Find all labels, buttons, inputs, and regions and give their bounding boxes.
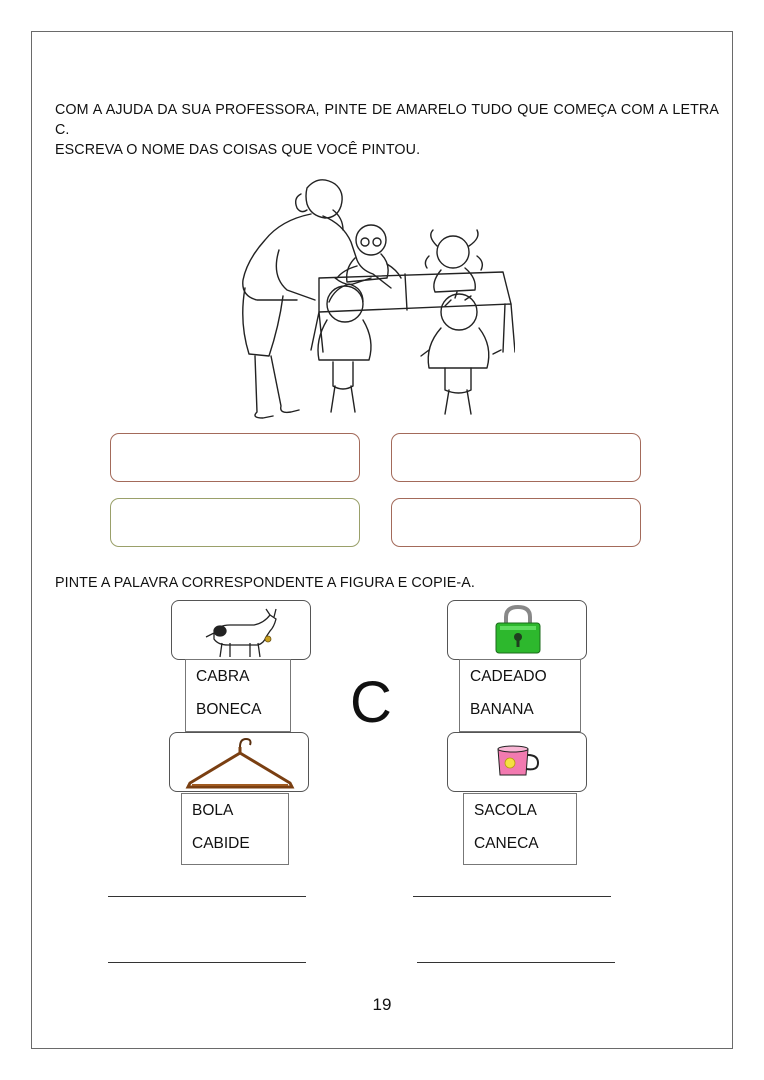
word-option[interactable]: BONECA — [196, 701, 262, 718]
word-option[interactable]: CANECA — [474, 835, 539, 852]
hanger-card — [169, 732, 309, 792]
word-box-goat — [185, 659, 291, 732]
table-figure — [311, 272, 515, 352]
word-option[interactable]: SACOLA — [474, 802, 537, 819]
word-option[interactable]: CABRA — [196, 668, 250, 685]
word-option[interactable]: CADEADO — [470, 668, 547, 685]
goat-icon — [172, 601, 311, 660]
writing-line-3[interactable] — [108, 962, 306, 963]
teacher-figure — [243, 180, 391, 418]
child-right-figure — [421, 292, 501, 414]
writing-line-2[interactable] — [413, 896, 611, 897]
word-option[interactable]: BANANA — [470, 701, 534, 718]
padlock-card — [447, 600, 587, 660]
page-number: 19 — [372, 995, 392, 1014]
answer-box-2[interactable] — [391, 433, 641, 482]
instruction-line-1: COM A AJUDA DA SUA PROFESSORA, PINTE DE AMARELO TUDO QUE COMEÇA COM A LETRA C. — [55, 102, 719, 138]
instruction-paragraph — [55, 100, 719, 160]
classroom-illustration — [215, 170, 515, 425]
girl-with-pigtails-figure — [425, 230, 482, 292]
answer-box-3[interactable] — [110, 498, 360, 547]
instruction-line-2: ESCREVA O NOME DAS COISAS QUE VOCÊ PINTOU. — [55, 142, 421, 158]
writing-line-4[interactable] — [417, 962, 615, 963]
padlock-icon — [448, 601, 587, 660]
child-left-figure — [318, 284, 371, 412]
goat-card — [171, 600, 311, 660]
word-box-mug — [463, 793, 577, 865]
answer-box-4[interactable] — [391, 498, 641, 547]
hanger-icon — [170, 733, 309, 792]
answer-box-1[interactable] — [110, 433, 360, 482]
mug-card — [447, 732, 587, 792]
word-box-padlock — [459, 659, 581, 732]
word-box-hanger — [181, 793, 289, 865]
center-letter: C — [350, 670, 392, 735]
writing-line-1[interactable] — [108, 896, 306, 897]
word-option[interactable]: BOLA — [192, 802, 234, 819]
word-option[interactable]: CABIDE — [192, 835, 250, 852]
section2-instruction: PINTE A PALAVRA CORRESPONDENTE A FIGURA E COPIE-A. — [55, 575, 475, 591]
mug-icon — [448, 733, 587, 792]
